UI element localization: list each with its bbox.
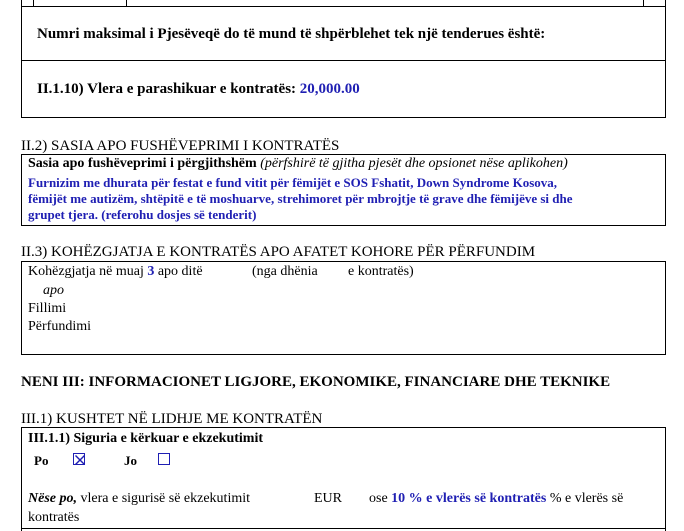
top-table-rule-1 (21, 6, 666, 7)
checked-x-icon (74, 454, 86, 466)
conditions-heading: III.1) KUSHTET NË LIDHJE ME KONTRATËN (21, 411, 323, 427)
amount-text: vlera e sigurisë së ekzekutimit (80, 491, 250, 506)
guarantee-amount-row (28, 491, 250, 507)
quantity-description-line2: fëmijët me autizëm, shtëpitë e të moshuarve, strehimoret për mbrojtje të grave dhe fëmijëve si dhe (28, 191, 573, 206)
duration-row (28, 264, 203, 280)
conditions-box-top (21, 427, 666, 428)
guarantee-line2: kontratës (28, 510, 80, 525)
duration-prefix: Kohëzgjatja në muaj (28, 264, 144, 279)
po-label: Po (34, 453, 49, 468)
conditions-box-left (21, 427, 22, 531)
top-table-right-border (665, 0, 666, 118)
percent-value: 10 % e vlerës së kontratës (391, 491, 547, 506)
po-checkbox[interactable] (73, 453, 85, 465)
if-yes-label: Nëse po, (28, 491, 77, 506)
jo-checkbox[interactable] (158, 453, 170, 465)
top-table-rule-2 (21, 60, 666, 61)
quantity-heading: II.2) SASIA APO FUSHËVEPRIMI I KONTRATËS (21, 138, 340, 154)
top-table-rule-3 (21, 117, 666, 118)
duration-heading: II.3) KOHËZGJATJA E KONTRATËS APO AFATET KOHORE PËR PËRFUNDIM (21, 244, 536, 260)
conditions-box-right (665, 427, 666, 531)
duration-start-label: Fillimi (28, 301, 67, 316)
currency-label: EUR (314, 491, 342, 506)
duration-end-label: Përfundimi (28, 319, 91, 334)
quantity-sub-label: Sasia apo fushëveprimi i përgjithshëm (28, 156, 257, 171)
duration-mid: apo ditë (157, 264, 203, 279)
max-groups-label: Numri maksimal i Pjesëveqë do të mund të shpërblehet tek një tenderues është: (37, 26, 546, 42)
contract-value-amount: 20,000.00 (299, 81, 360, 97)
duration-suffix: (nga dhënia (252, 264, 318, 279)
quantity-sub-note: (përfshirë të gjitha pjesët dhe opsionet nëse aplikohen) (260, 156, 568, 171)
or-text: ose (369, 491, 388, 506)
duration-end: e kontratës) (348, 264, 414, 279)
quantity-sub-row (28, 156, 568, 172)
contract-value-label: II.1.10) Vlera e parashikuar e kontratës: (37, 81, 297, 97)
conditions-box-bottom-rule (21, 528, 666, 529)
quantity-description-line3: grupet tjera. (referohu dosjes së tenderit) (28, 207, 257, 222)
duration-months-value: 3 (147, 264, 155, 279)
part-three-heading: NENI III: INFORMACIONET LIGJORE, EKONOMIKE, FINANCIARE DHE TEKNIKE (21, 374, 611, 390)
duration-apo: apo (43, 283, 64, 298)
top-table-left-border (21, 0, 22, 118)
guarantee-label: III.1.1) Siguria e kërkuar e ekzekutimit (28, 431, 264, 446)
contract-value-row (37, 81, 360, 98)
percent-row (369, 491, 623, 507)
jo-label: Jo (124, 453, 137, 468)
percent-suffix: % e vlerës së (549, 491, 624, 506)
quantity-description-line1: Furnizim me dhurata për festat e fund vitit për fëmijët e SOS Fshatit, Down Syndrome Kosova, (28, 175, 558, 190)
